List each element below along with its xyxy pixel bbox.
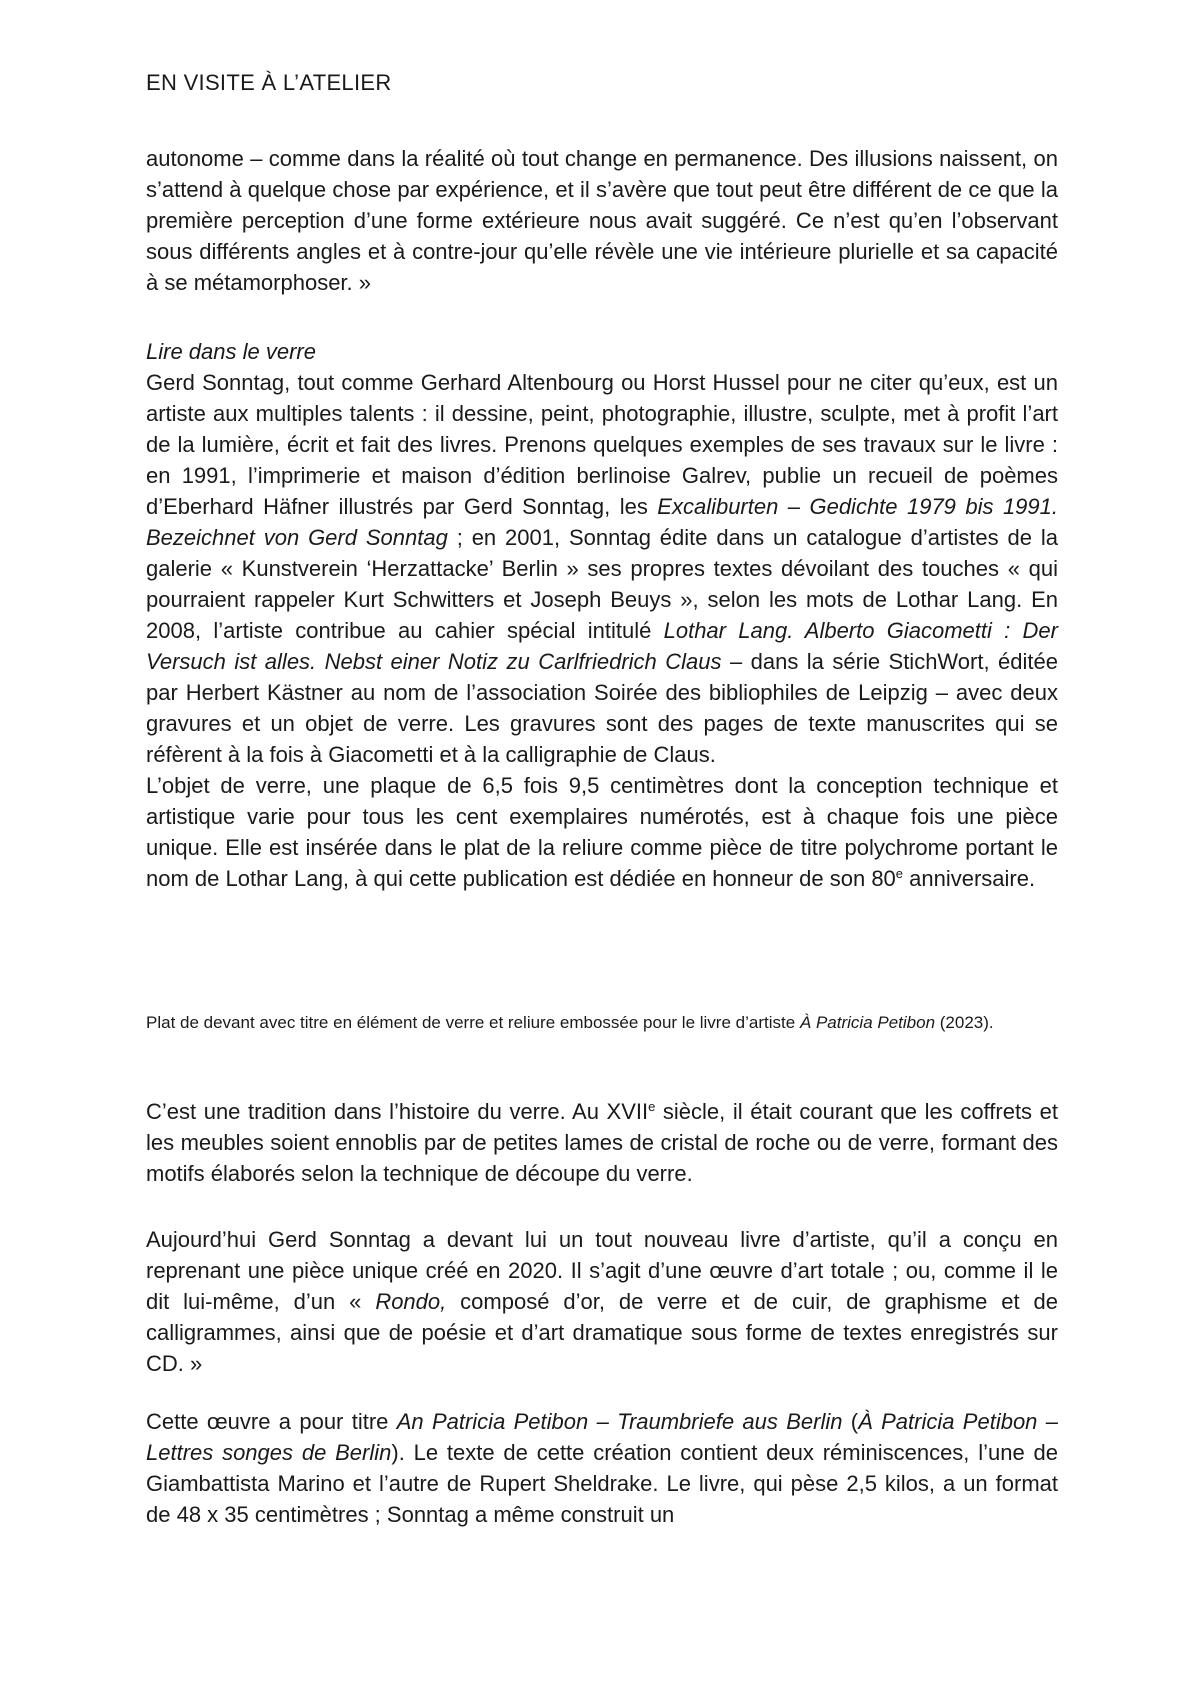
section-subheading: Lire dans le verre <box>146 339 316 364</box>
text-run: Gerd Sonntag, tout comme Gerhard Altenbourg ou Horst Hussel pour ne citer qu’eux, est un artiste aux multiples talents : il dessine, peint, photographie, illustre, sculpte, met à profit l’art de la lumière, écrit et fait des livres. Prenons quelques exemples de ses travaux sur le livre : en 1991, l’imprimerie et maison d’édition berlinoise Galrev, publie un recueil de poèmes d’Eberhard Häfner illustrés par Gerd Sonntag, les <box>146 370 1058 519</box>
text-run: ; en 2001, Sonntag édite dans un catalogue d’artistes de la galerie « Kunstverein ‘Herzattacke’ Berlin » ses propres textes dévoilant des touches « qui pourraient rappeler Kurt Schwitters et Joseph Beuys », selon les mots de Lothar Lang. En 2008, l’artiste contribue au cahier spécial intitulé <box>146 525 1058 643</box>
paragraph-sonntag-artist <box>146 367 1058 770</box>
text-run: – dans la série StichWort, éditée par Herbert Kästner au nom de l’association Soirée des bibliophiles de Leipzig – avec deux gravures et un objet de verre. Les gravures sont des pages de texte manuscrites qui se réfèrent à la fois à Giacometti et à la calligraphie de Claus. <box>146 649 1058 767</box>
text-run: ( <box>842 1409 859 1434</box>
italic-word: Rondo, <box>375 1289 447 1314</box>
text-run: composé d’or, de verre et de cuir, de graphisme et de calligrammes, ainsi que de poésie et d’art dramatique sous forme de textes enregistrés sur CD. » <box>146 1289 1058 1376</box>
figure-caption <box>146 1009 1058 1037</box>
book-title-italic: À Patricia Petibon <box>799 1013 936 1032</box>
paragraph-text <box>146 1406 1058 1530</box>
book-title-italic: Lothar Lang. Alberto Giacometti : Der Versuch ist alles. Nebst einer Notiz zu Carlfriedrich Claus <box>146 618 1058 674</box>
superscript: e <box>895 866 904 881</box>
text-run: ). Le texte de cette création contient deux réminiscences, l’une de Giambattista Marino et l’autre de Rupert Sheldrake. Le livre, qui pèse 2,5 kilos, a un format de 48 x 35 centimètres ; Sonntag a même construit un <box>146 1440 1058 1527</box>
text-run: Aujourd’hui Gerd Sonntag a devant lui un tout nouveau livre d’artiste, qu’il a conçu en reprenant une pièce unique créé en 2020. Il s’agit d’une œuvre d’art totale ; ou, comme il le dit lui-même, d’un « <box>146 1227 1058 1314</box>
paragraph-glass-tradition <box>146 1096 1058 1189</box>
text-run: siècle, il était courant que les coffrets et les meubles soient ennoblis par de petites lames de cristal de roche ou de verre, formant des motifs élaborés selon la technique de découpe du verre. <box>146 1099 1058 1186</box>
book-title-italic: An Patricia Petibon – Traumbriefe aus Berlin <box>396 1409 843 1434</box>
section-lire-dans-le-verre <box>146 336 1058 894</box>
text-run: C’est une tradition dans l’histoire du verre. Au XVII <box>146 1099 649 1124</box>
text-run: anniversaire. <box>903 866 1036 891</box>
paragraph-glass-object <box>146 770 1058 894</box>
paragraph-text <box>146 1224 1058 1379</box>
caption-text <box>146 1009 1058 1037</box>
text-run: Cette œuvre a pour titre <box>146 1409 397 1434</box>
book-title-italic: Excaliburten – Gedichte 1979 bis 1991. Bezeichnet von Gerd Sonntag <box>146 494 1058 550</box>
book-title-italic: À Patricia Petibon – Lettres songes de Berlin <box>146 1409 1058 1465</box>
paragraph-text: autonome – comme dans la réalité où tout change en permanence. Des illusions naissent, on s’attend à quelque chose par expérience, et il s’avère que tout peut être différent de ce que la première perception d’une forme extérieure nous avait suggéré. Ce n’est qu’en l’observant sous différents angles et à contre-jour qu’elle révèle une vie intérieure plurielle et sa capacité à se métamorphoser. » <box>146 146 1058 295</box>
text-run: Plat de devant avec titre en élément de verre et reliure embossée pour le livre d’artiste <box>146 1013 800 1032</box>
text-run: (2023). <box>935 1013 994 1032</box>
paragraph-work-title <box>146 1406 1058 1530</box>
paragraph-text <box>146 1096 1058 1189</box>
superscript: e <box>648 1099 656 1114</box>
paragraph-quote-end <box>146 143 1058 298</box>
text-run: L’objet de verre, une plaque de 6,5 fois 9,5 centimètres dont la conception technique et artistique varie pour tous les cent exemplaires numérotés, est à chaque fois une pièce unique. Elle est insérée dans le plat de la reliure comme pièce de titre polychrome portant le nom de Lothar Lang, à qui cette publication est dédiée en honneur de son 80 <box>146 773 1058 891</box>
paragraph-new-artist-book <box>146 1224 1058 1379</box>
running-header: EN VISITE À L’ATELIER <box>146 70 392 95</box>
